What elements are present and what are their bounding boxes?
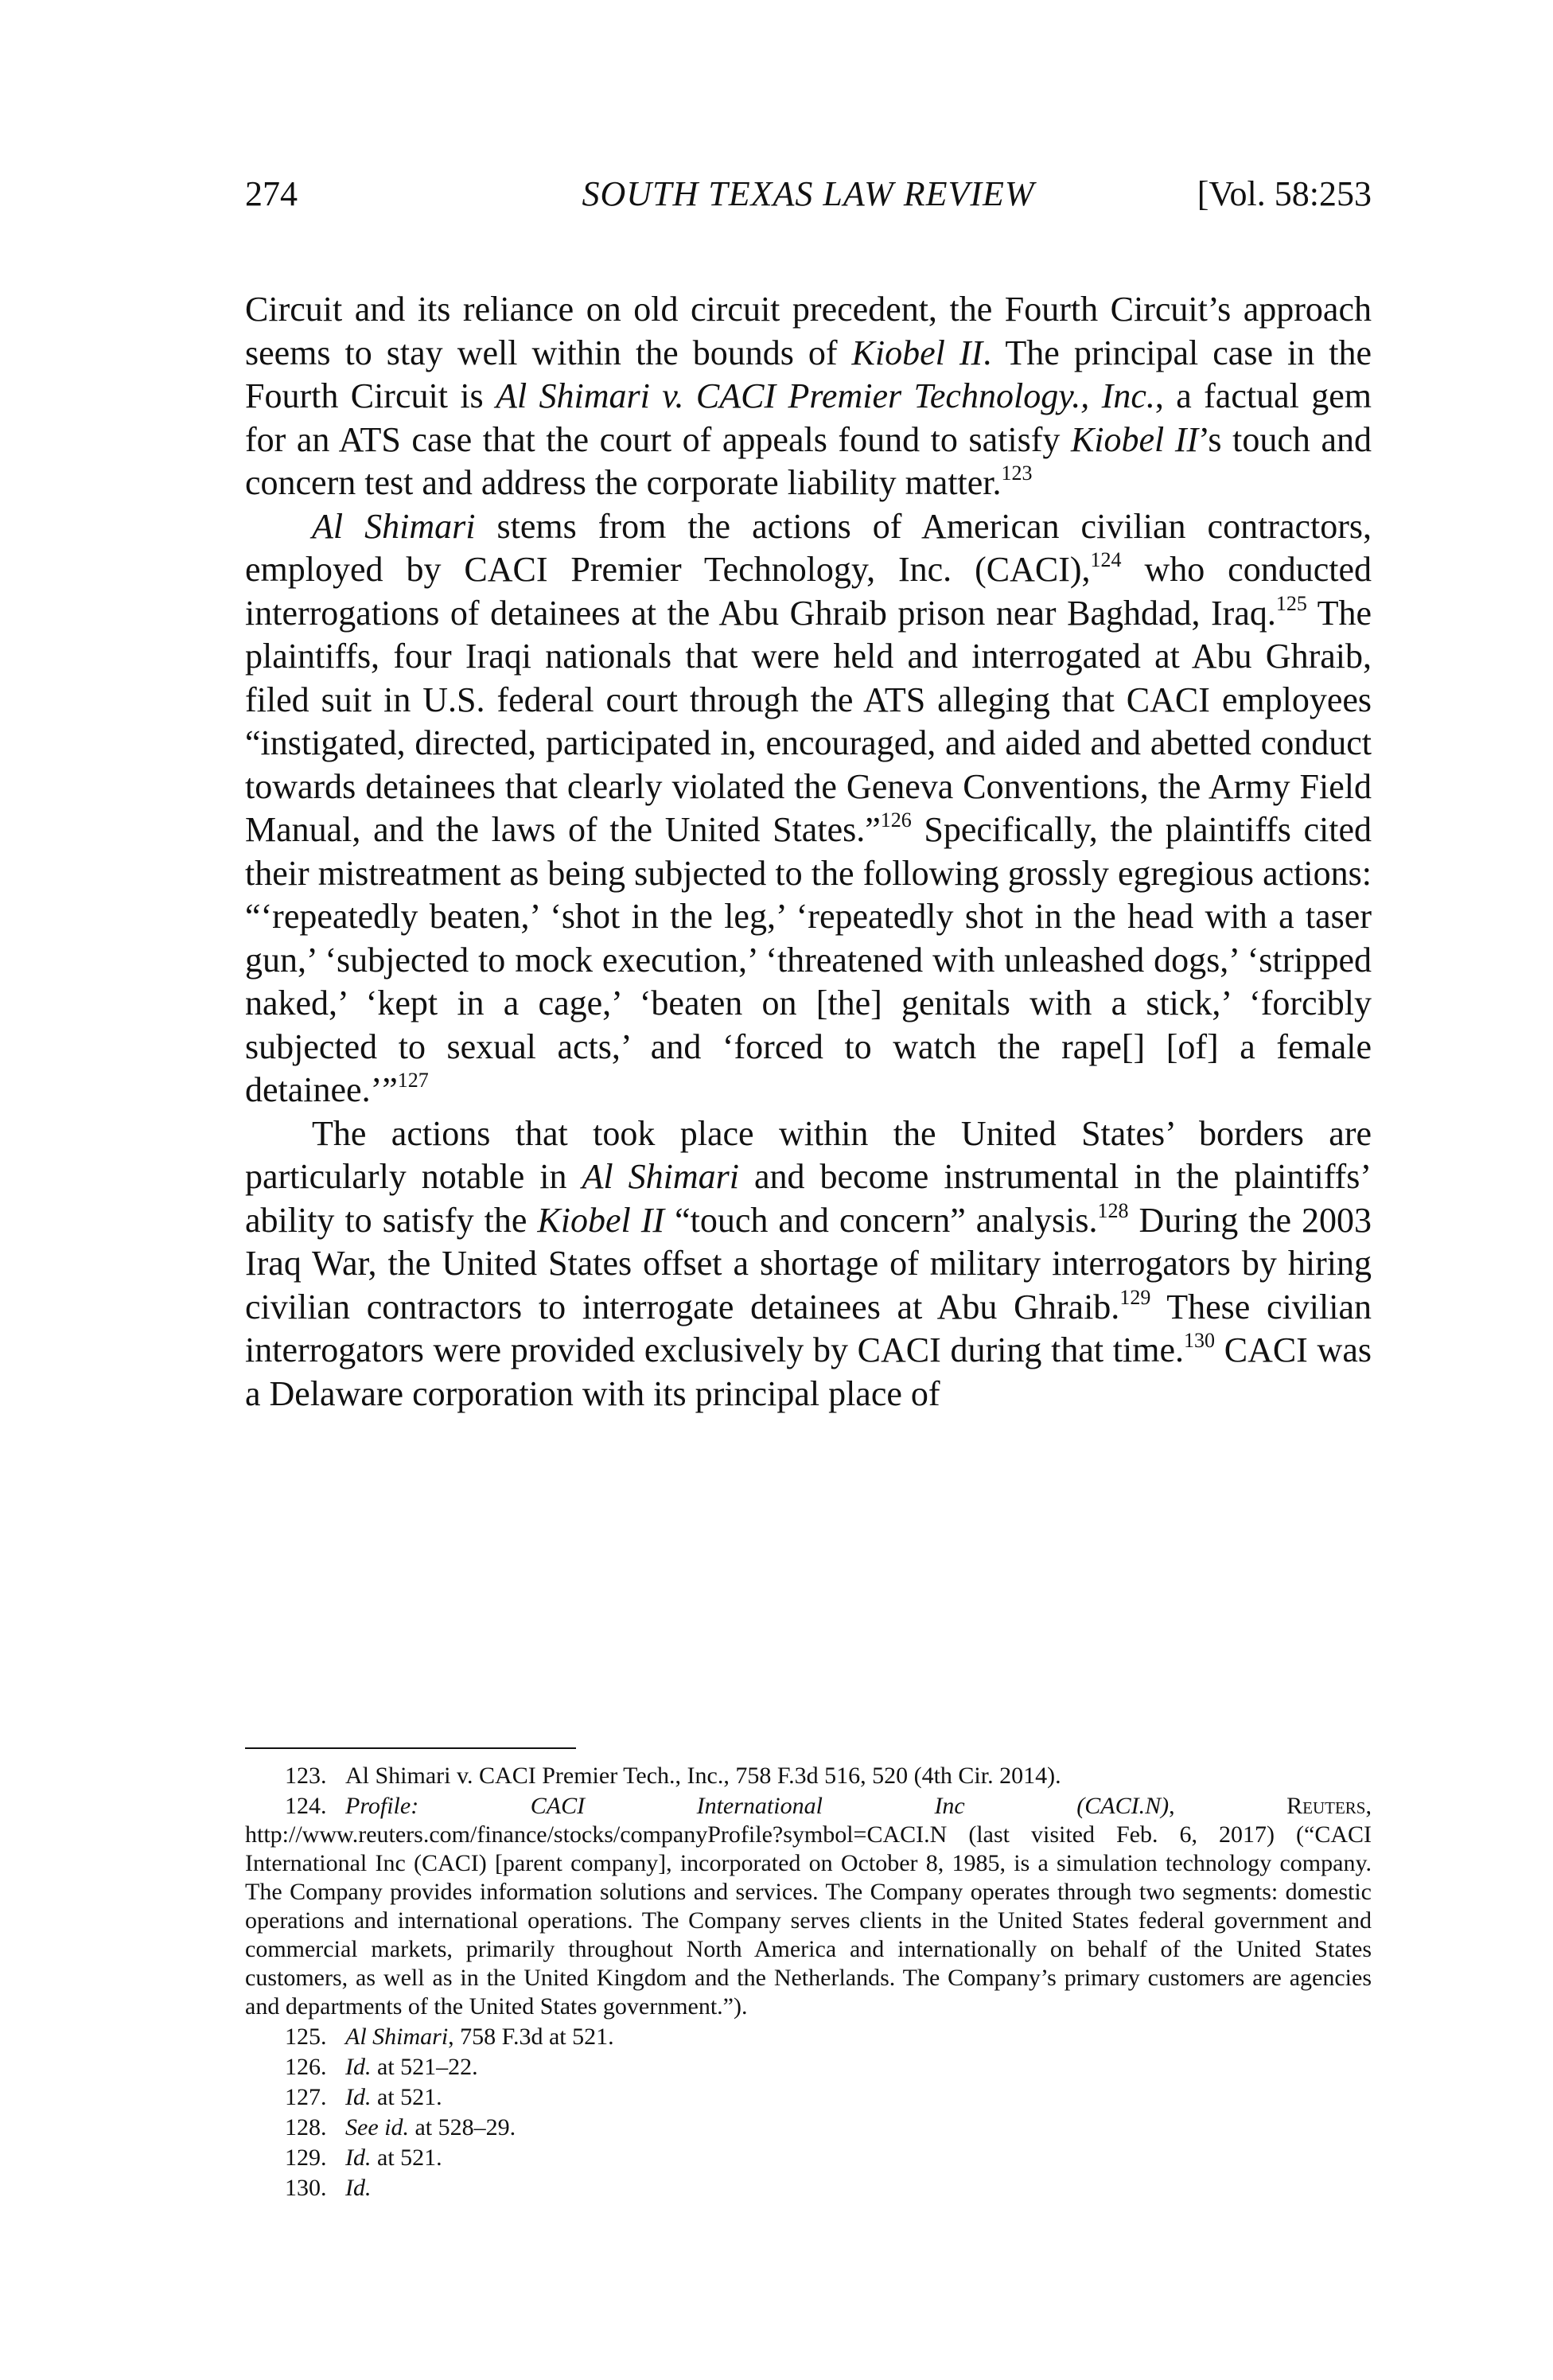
footnote-number: 129. [285, 2144, 327, 2171]
footnote-ref: 130 [1184, 1329, 1215, 1352]
signal: See id. [345, 2114, 409, 2140]
footnote-ref: 127 [397, 1069, 429, 1092]
footnote-number: 130. [285, 2175, 327, 2201]
footnote-text: , 758 F.3d at 521. [448, 2024, 614, 2050]
case-name: Al Shimari [312, 506, 476, 546]
text-run: “touch and concern” analysis. [664, 1200, 1098, 1240]
signal: Id. [345, 2054, 372, 2080]
case-name: Kiobel II [1070, 419, 1199, 459]
running-header [245, 173, 1372, 221]
signal: Id. [345, 2175, 372, 2201]
text-run: The plaintiffs, four Iraqi nationals that were held and interrogated at Abu Ghraib, filed suit in U.S. federal court through the ATS alleging that CACI employees “instigated, directed, participated in, encouraged, and aided and abetted conduct towards detainees that clearly violated the Geneva Conventions, the Army Field Manual, and the laws of the United States.” [245, 593, 1372, 849]
footnote-124 [245, 1792, 1372, 2021]
footnote-number: 123. [285, 1763, 327, 1789]
case-name: Kiobel II [851, 333, 983, 372]
footnote-number: 126. [285, 2054, 327, 2080]
paragraph-1 [245, 288, 1372, 505]
footnote-ref: 128 [1097, 1198, 1129, 1222]
paragraph-2 [245, 505, 1372, 1112]
text-run: who conducted interrogations of detainees at the Abu Ghraib prison near Baghdad, Iraq. [245, 550, 1372, 633]
footnote-text: at 521. [371, 2084, 442, 2110]
footnote-127 [245, 2083, 1372, 2112]
text-run: Circuit and its reliance on old circuit precedent, the Fourth Circuit’s approach seems to stay well within the bounds of [245, 290, 1372, 372]
text-run: ’s touch and concern test and address the corporate liability matter. [245, 419, 1372, 502]
signal: Id. [345, 2084, 372, 2110]
case-name: Kiobel II [537, 1200, 665, 1240]
text-run: CACI was a Delaware corporation with its principal place of [245, 1330, 1372, 1413]
case-name: Al Shimari [345, 2024, 449, 2050]
footnote-ref: 124 [1090, 548, 1122, 571]
footnote-ref: 123 [1001, 462, 1033, 485]
footnote-text: at 521. [371, 2144, 442, 2171]
footnotes [245, 1762, 1372, 2204]
footnote-ref: 125 [1275, 591, 1307, 615]
footnote-source: Reuters [1286, 1793, 1366, 1819]
footnote-divider [245, 1747, 576, 1749]
case-name: Al Shimari [582, 1157, 739, 1196]
footnote-123 [245, 1762, 1372, 1790]
footnote-number: 128. [285, 2114, 327, 2140]
text-run: and become instrumental in the plaintiffs’ ability to satisfy the [245, 1157, 1372, 1240]
footnote-text: Al Shimari v. CACI Premier Tech., Inc., 758 F.3d 516, 520 (4th Cir. 2014). [345, 1763, 1061, 1789]
footnote-number: 124. [285, 1793, 327, 1819]
footnote-number: 125. [285, 2024, 327, 2050]
footnote-ref: 126 [880, 808, 912, 832]
footnote-text: , [1169, 1793, 1287, 1819]
text-run: stems from the actions of American civilian contractors, employed by CACI Premier Technology, Inc. (CACI), [245, 506, 1372, 589]
text-run: , a factual gem for an ATS case that the court of appeals found to satisfy [245, 376, 1372, 459]
main-text [245, 288, 1372, 1416]
paragraph-3 [245, 1112, 1372, 1416]
text-run: Specifically, the plaintiffs cited their mistreatment as being subjected to the following grossly egregious actions: “‘repeatedly beaten,’ ‘shot in the leg,’ ‘repeatedly shot in the head with a taser gun,’ ‘subjected to mock execution,’ ‘threatened with unleashed dogs,’ ‘stripped naked,’ ‘kept in a cage,’ ‘beaten on [the] genitals with a stick,’ ‘forcibly subjected to sexual acts,’ and ‘forced to watch the rape[] [of] a female detainee.’” [245, 810, 1372, 1109]
page-number: 274 [245, 174, 298, 213]
text-run: During the 2003 Iraq War, the United States offset a shortage of military interrogators by hiring civilian contractors to interrogate detainees at Abu Ghraib. [245, 1200, 1372, 1326]
footnote-129 [245, 2144, 1372, 2172]
footnote-text: at 528–29. [408, 2114, 516, 2140]
footnote-title: Profile: CACI International Inc (CACI.N) [345, 1793, 1170, 1819]
text-run: The actions that took place within the United States’ borders are particularly notable in [245, 1113, 1372, 1196]
footnote-125 [245, 2023, 1372, 2051]
footnote-ref: 129 [1119, 1285, 1151, 1309]
signal: Id. [345, 2144, 372, 2171]
case-name: Al Shimari v. CACI Premier Technology., Inc. [496, 376, 1155, 415]
volume-citation: [Vol. 58:253 [1197, 174, 1372, 213]
footnote-text: , http://www.reuters.com/finance/stocks/companyProfile?symbol=CACI.N (last visited Feb. 6, 2017) (“CACI International Inc (CACI) [parent company], incorporated on October 8, 1985, is a simulation technology company. The Company provides information solutions and services. The Company operates through two segments: domestic operations and international operations. The Company serves clients in the United States federal government and commercial markets, primarily throughout North America and internationally on behalf of the United States customers, as well as in the United Kingdom and the Netherlands. The Company’s primary customers are agencies and departments of the United States government.”). [245, 1793, 1372, 2020]
text-run: . The principal case in the Fourth Circuit is [245, 333, 1372, 415]
footnote-text: at 521–22. [371, 2054, 478, 2080]
text-run: These civilian interrogators were provided exclusively by CACI during that time. [245, 1287, 1372, 1369]
journal-title: SOUTH TEXAS LAW REVIEW [582, 174, 1035, 213]
footnote-130 [245, 2174, 1372, 2203]
footnote-number: 127. [285, 2084, 327, 2110]
footnote-126 [245, 2053, 1372, 2082]
footnote-128 [245, 2113, 1372, 2142]
